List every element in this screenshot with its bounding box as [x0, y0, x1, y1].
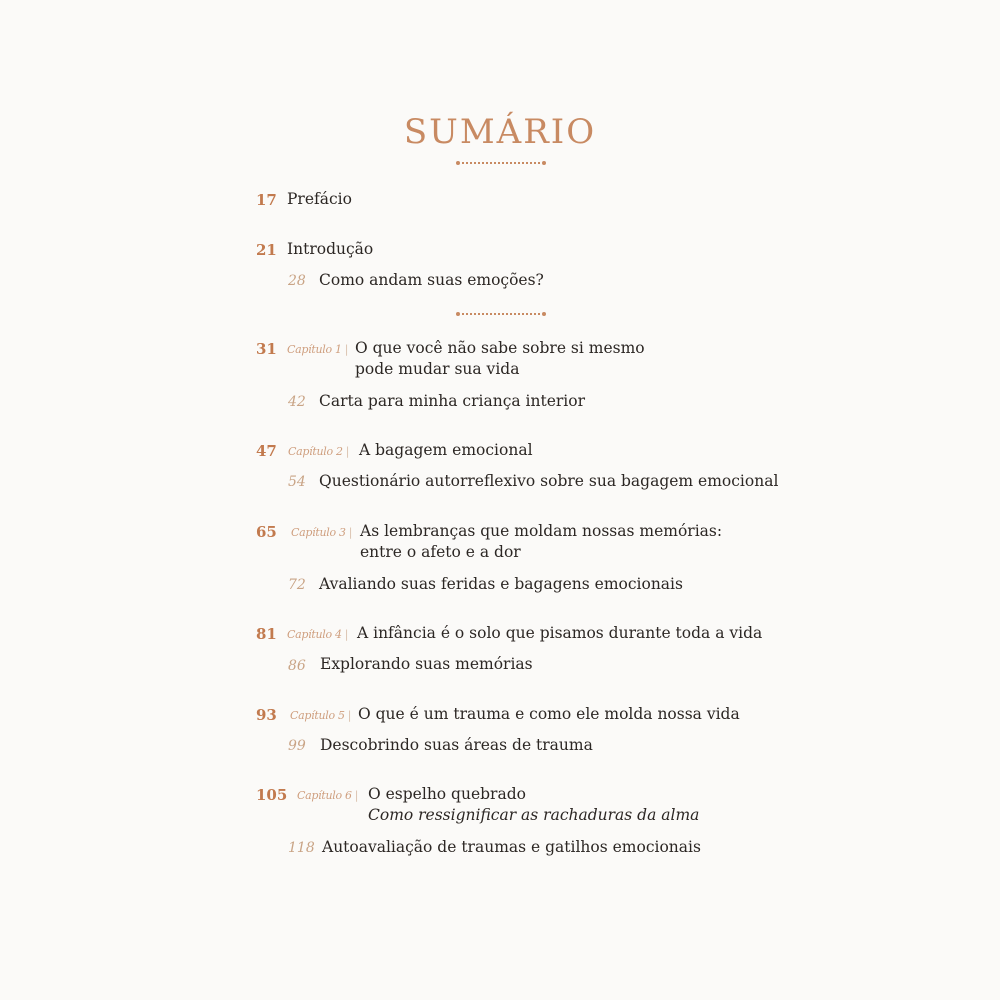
entry-title: Introdução [287, 240, 374, 258]
chapter-label: Capítulo 3 | [291, 526, 353, 539]
page-number: 65 [256, 523, 277, 541]
entry-title: O espelho quebrado [368, 785, 526, 803]
page-number: 28 [288, 273, 306, 289]
chapter-label: Capítulo 5 | [290, 709, 352, 722]
section-divider [462, 313, 540, 315]
entry-title: Carta para minha criança interior [319, 392, 586, 410]
page-number: 118 [288, 840, 315, 856]
chapter-label: Capítulo 2 | [288, 445, 350, 458]
divider-dot-left [456, 312, 460, 316]
divider-dot-right [542, 161, 546, 165]
title-divider [462, 162, 540, 164]
page-number: 81 [256, 625, 277, 643]
page-number: 105 [256, 786, 288, 804]
entry-title-continued: pode mudar sua vida [355, 360, 520, 378]
entry-title-continued: entre o afeto e a dor [360, 543, 521, 561]
page-number: 31 [256, 340, 277, 358]
entry-title: Prefácio [287, 190, 352, 208]
entry-title: Avaliando suas feridas e bagagens emocionais [319, 575, 683, 593]
entry-subtitle: Como ressignificar as rachaduras da alma [368, 806, 700, 824]
entry-title: A bagagem emocional [359, 441, 533, 459]
chapter-label: Capítulo 1 | [287, 343, 349, 356]
divider-dot-right [542, 312, 546, 316]
entry-title: Autoavaliação de traumas e gatilhos emocionais [322, 838, 701, 856]
divider-dot-left [456, 161, 460, 165]
entry-title: Questionário autorreflexivo sobre sua bagagem emocional [319, 472, 779, 490]
page-number: 47 [256, 442, 277, 460]
page-title: SUMÁRIO [403, 112, 597, 152]
entry-title: Explorando suas memórias [320, 655, 533, 673]
entry-title: As lembranças que moldam nossas memórias: [360, 522, 723, 540]
page-number: 72 [288, 577, 306, 593]
chapter-label: Capítulo 6 | [297, 789, 359, 802]
page-number: 42 [288, 394, 306, 410]
page-number: 93 [256, 706, 277, 724]
page-number: 99 [288, 738, 306, 754]
entry-title: A infância é o solo que pisamos durante toda a vida [357, 624, 763, 642]
page-number: 17 [256, 191, 277, 209]
entry-title: Como andam suas emoções? [319, 271, 544, 289]
chapter-label: Capítulo 4 | [287, 628, 349, 641]
entry-title: O que é um trauma e como ele molda nossa vida [358, 705, 740, 723]
entry-title: Descobrindo suas áreas de trauma [320, 736, 593, 754]
entry-title: O que você não sabe sobre si mesmo [355, 339, 645, 357]
page-number: 21 [256, 241, 277, 259]
page-number: 86 [288, 658, 306, 674]
page-number: 54 [288, 474, 306, 490]
